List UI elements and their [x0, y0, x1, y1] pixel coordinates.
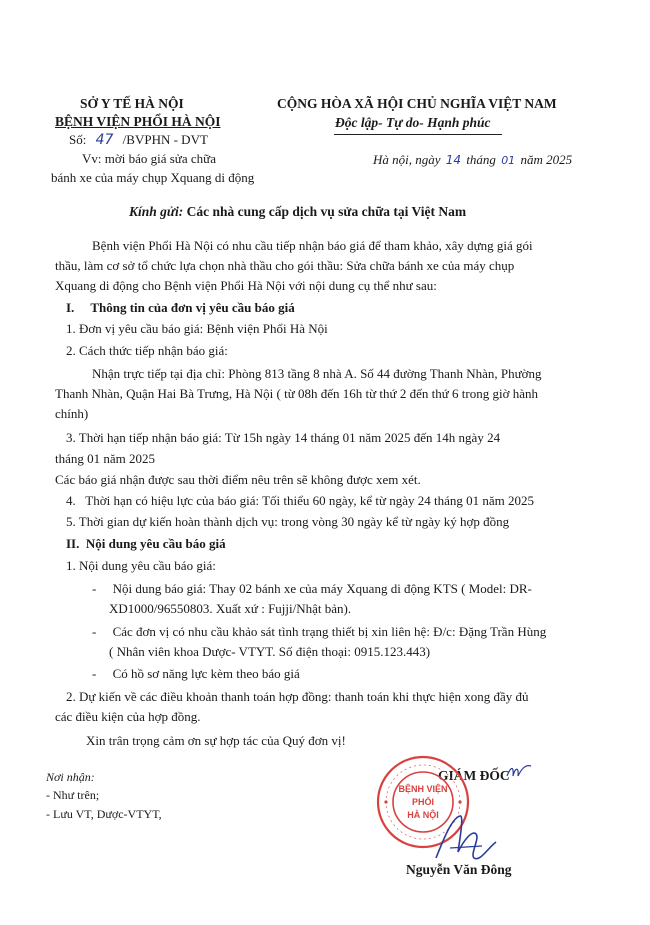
section-2-bullet-1-line-1: - Nội dung báo giá: Thay 02 bánh xe của máy Xquang di động KTS ( Model: DR- — [92, 581, 532, 596]
section-1-item-2-address-3: chính) — [55, 406, 89, 421]
section-2-item-1: 1. Nội dung yêu cầu báo giá: — [66, 558, 216, 573]
signer-name: Nguyễn Văn Đông — [406, 862, 512, 877]
stamp-line-1: BỆNH VIỆN — [398, 784, 448, 794]
intro-line-1: Bệnh viện Phổi Hà Nội có nhu cầu tiếp nhận báo giá để tham khảo, xây dựng giá gói — [92, 238, 533, 253]
recipients-line-1: - Như trên; — [46, 788, 100, 802]
thanks-line: Xin trân trọng cảm ơn sự hợp tác của Quý đơn vị! — [86, 733, 346, 748]
date-month-label: tháng — [466, 152, 496, 167]
initials-scribble — [505, 762, 533, 780]
section-2-bullet-2-line-1: - Các đơn vị có nhu cầu khảo sát tình trạng thiết bị xin liên hệ: Đ/c: Đặng Trần Hùng — [92, 624, 547, 639]
number-label: Số: — [69, 132, 87, 147]
director-signature — [430, 808, 500, 870]
section-1-item-2-address-2: Thanh Nhàn, Quận Hai Bà Trưng, Hà Nội ( từ 08h đến 16h từ thứ 2 đến thứ 6 trong giờ hành — [55, 386, 538, 401]
salutation-label: Kính gửi: — [129, 204, 184, 219]
section-2-bullet-3: - Có hồ sơ năng lực kèm theo báo giá — [92, 666, 300, 681]
motto-underline — [334, 134, 502, 135]
section-1-title: I. Thông tin của đơn vị yêu cầu báo giá — [66, 300, 295, 315]
section-2-title: II. Nội dung yêu cầu báo giá — [66, 536, 226, 551]
section-1-item-4: 4. Thời hạn có hiệu lực của báo giá: Tối thiểu 60 ngày, kể từ ngày 24 tháng 01 năm 2025 — [66, 493, 535, 508]
national-motto: Độc lập- Tự do- Hạnh phúc — [335, 115, 491, 130]
section-2-bullet-2-line-2: ( Nhân viên khoa Dược- VTYT. Số điện thoại: 0915.123.443) — [109, 644, 431, 659]
intro-line-3: Xquang di động cho Bệnh viện Phổi Hà Nội với nội dung cụ thể như sau: — [55, 278, 437, 293]
section-1-item-2: 2. Cách thức tiếp nhận báo giá: — [66, 343, 228, 358]
intro-line-2: thầu, làm cơ sở tổ chức lựa chọn nhà thầu cho gói thầu: Sửa chữa bánh xe của máy chụp — [55, 258, 515, 273]
date-prefix: Hà nội, ngày — [373, 152, 441, 167]
date-day-handwritten: 14 — [445, 153, 462, 167]
salutation — [129, 204, 466, 220]
section-1-item-5: 5. Thời gian dự kiến hoàn thành dịch vụ: trong vòng 30 ngày kể từ ngày ký hợp đồng — [66, 514, 510, 529]
stamp-line-2: PHỔI — [411, 797, 435, 807]
recipients-line-2: - Lưu VT, Dược-VTYT, — [46, 807, 162, 821]
section-2-item-2-line-2: các điều kiện của hợp đồng. — [55, 709, 201, 724]
salutation-recipient: Các nhà cung cấp dịch vụ sửa chữa tại Việt Nam — [186, 204, 467, 219]
section-1-note: Các báo giá nhận được sau thời điểm nêu trên sẽ không được xem xét. — [55, 472, 421, 487]
hospital-name: BỆNH VIỆN PHỔI HÀ NỘI — [55, 114, 221, 129]
number-handwritten: 47 — [95, 132, 114, 148]
date-month-handwritten: 01 — [501, 154, 516, 167]
section-2-bullet-1-line-2: XD1000/96550803. Xuất xứ : Fujji/Nhật bản). — [109, 601, 352, 616]
number-suffix: /BVPHN - DVT — [122, 132, 208, 147]
signature-title: GIÁM ĐỐC — [438, 768, 510, 783]
recipients-label: Nơi nhận: — [46, 770, 95, 784]
section-1-item-1: 1. Đơn vị yêu cầu báo giá: Bệnh viện Phổi Hà Nội — [66, 321, 328, 336]
country-name: CỘNG HÒA XÃ HỘI CHỦ NGHĨA VIỆT NAM — [277, 96, 557, 111]
document-number — [69, 132, 208, 148]
subject-line-2: bánh xe của máy chụp Xquang di động — [51, 170, 255, 185]
issue-date — [373, 152, 572, 168]
ministry-name: SỞ Y TẾ HÀ NỘI — [80, 96, 184, 111]
stamp-line-3: HÀ NỘI — [407, 810, 439, 820]
section-1-item-3-line-2: tháng 01 năm 2025 — [55, 451, 156, 466]
section-1-item-2-address-1: Nhận trực tiếp tại địa chỉ: Phòng 813 tầng 8 nhà A. Số 44 đường Thanh Nhàn, Phường — [92, 366, 542, 381]
date-year: năm 2025 — [520, 152, 573, 167]
section-2-item-2-line-1: 2. Dự kiến về các điều khoản thanh toán hợp đồng: thanh toán khi thực hiện xong đầy đủ — [66, 689, 529, 704]
section-1-item-3-line-1: 3. Thời hạn tiếp nhận báo giá: Từ 15h ngày 14 tháng 01 năm 2025 đến 14h ngày 24 — [66, 430, 501, 445]
subject-line-1: Vv: mời báo giá sửa chữa — [82, 151, 216, 166]
